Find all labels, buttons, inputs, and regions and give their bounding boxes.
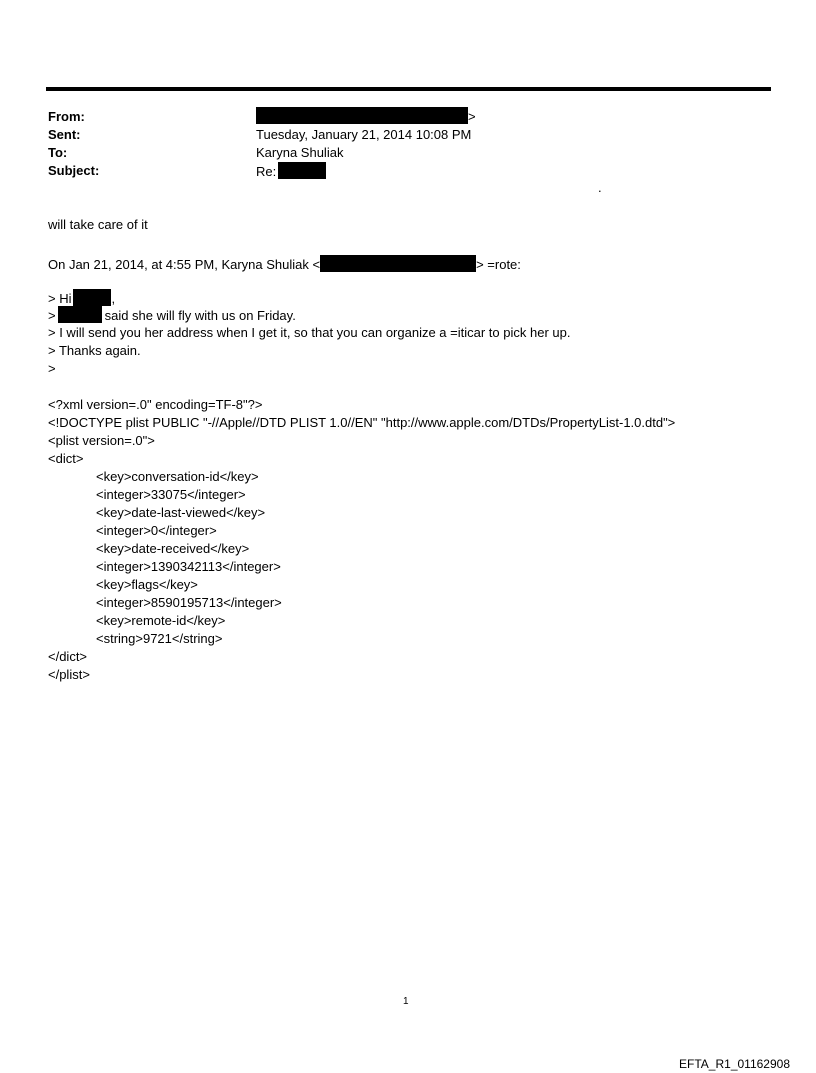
header-rule bbox=[46, 87, 771, 91]
from-suffix: > bbox=[468, 109, 476, 124]
dict-open: <dict> bbox=[48, 451, 84, 466]
reply-text: will take care of it bbox=[48, 217, 148, 232]
plist-entry: <integer>0</integer> bbox=[96, 523, 217, 538]
quote-intro-suffix: > =rote: bbox=[476, 257, 521, 272]
plist-entry: <string>9721</string> bbox=[96, 631, 223, 646]
plist-entry: <key>conversation-id</key> bbox=[96, 469, 259, 484]
subject-value bbox=[256, 162, 326, 181]
redaction-box bbox=[58, 306, 102, 323]
quote-line bbox=[48, 306, 296, 325]
page-number: 1 bbox=[403, 996, 409, 1007]
plist-close: </plist> bbox=[48, 667, 90, 682]
plist-entry: <key>date-received</key> bbox=[96, 541, 250, 556]
quote-hi-prefix: > Hi bbox=[48, 291, 72, 306]
plist-entry: <integer>1390342113</integer> bbox=[96, 559, 281, 574]
subject-label: Subject: bbox=[48, 163, 100, 178]
from-value bbox=[256, 107, 476, 126]
stray-mark: . bbox=[598, 180, 602, 195]
plist-open: <plist version=.0"> bbox=[48, 433, 155, 448]
document-id: EFTA_R1_01162908 bbox=[679, 1057, 790, 1071]
to-label: To: bbox=[48, 145, 68, 160]
redaction-box bbox=[73, 289, 111, 306]
plist-entry: <key>remote-id</key> bbox=[96, 613, 226, 628]
dict-close: </dict> bbox=[48, 649, 88, 664]
plist-entry: <integer>8590195713</integer> bbox=[96, 595, 282, 610]
to-value: Karyna Shuliak bbox=[256, 145, 344, 160]
redaction-box bbox=[256, 107, 468, 124]
quote-intro bbox=[48, 255, 521, 274]
sent-value: Tuesday, January 21, 2014 10:08 PM bbox=[256, 127, 472, 142]
redaction-box bbox=[320, 255, 476, 272]
quote-line: > bbox=[48, 361, 56, 376]
quote-hi-suffix: , bbox=[111, 291, 116, 306]
subject-prefix: Re: bbox=[256, 164, 277, 179]
from-label: From: bbox=[48, 109, 85, 124]
xml-declaration: <?xml version=.0" encoding=TF-8"?> bbox=[48, 397, 263, 412]
plist-entry: <key>flags</key> bbox=[96, 577, 198, 592]
quote-line2-prefix: > bbox=[48, 308, 56, 323]
quote-line: > Thanks again. bbox=[48, 343, 141, 358]
quote-line: > I will send you her address when I get it, so that you can organize a =iticar to pick her up. bbox=[48, 325, 571, 340]
plist-doctype: <!DOCTYPE plist PUBLIC "-//Apple//DTD PLIST 1.0//EN" "http://www.apple.com/DTDs/PropertyList-1.0.dtd"> bbox=[48, 415, 676, 430]
sent-label: Sent: bbox=[48, 127, 81, 142]
quote-intro-prefix: On Jan 21, 2014, at 4:55 PM, Karyna Shuliak < bbox=[48, 257, 321, 272]
plist-entry: <integer>33075</integer> bbox=[96, 487, 246, 502]
plist-entry: <key>date-last-viewed</key> bbox=[96, 505, 266, 520]
quote-line2-suffix: said she will fly with us on Friday. bbox=[104, 308, 296, 323]
redaction-box bbox=[278, 162, 326, 179]
